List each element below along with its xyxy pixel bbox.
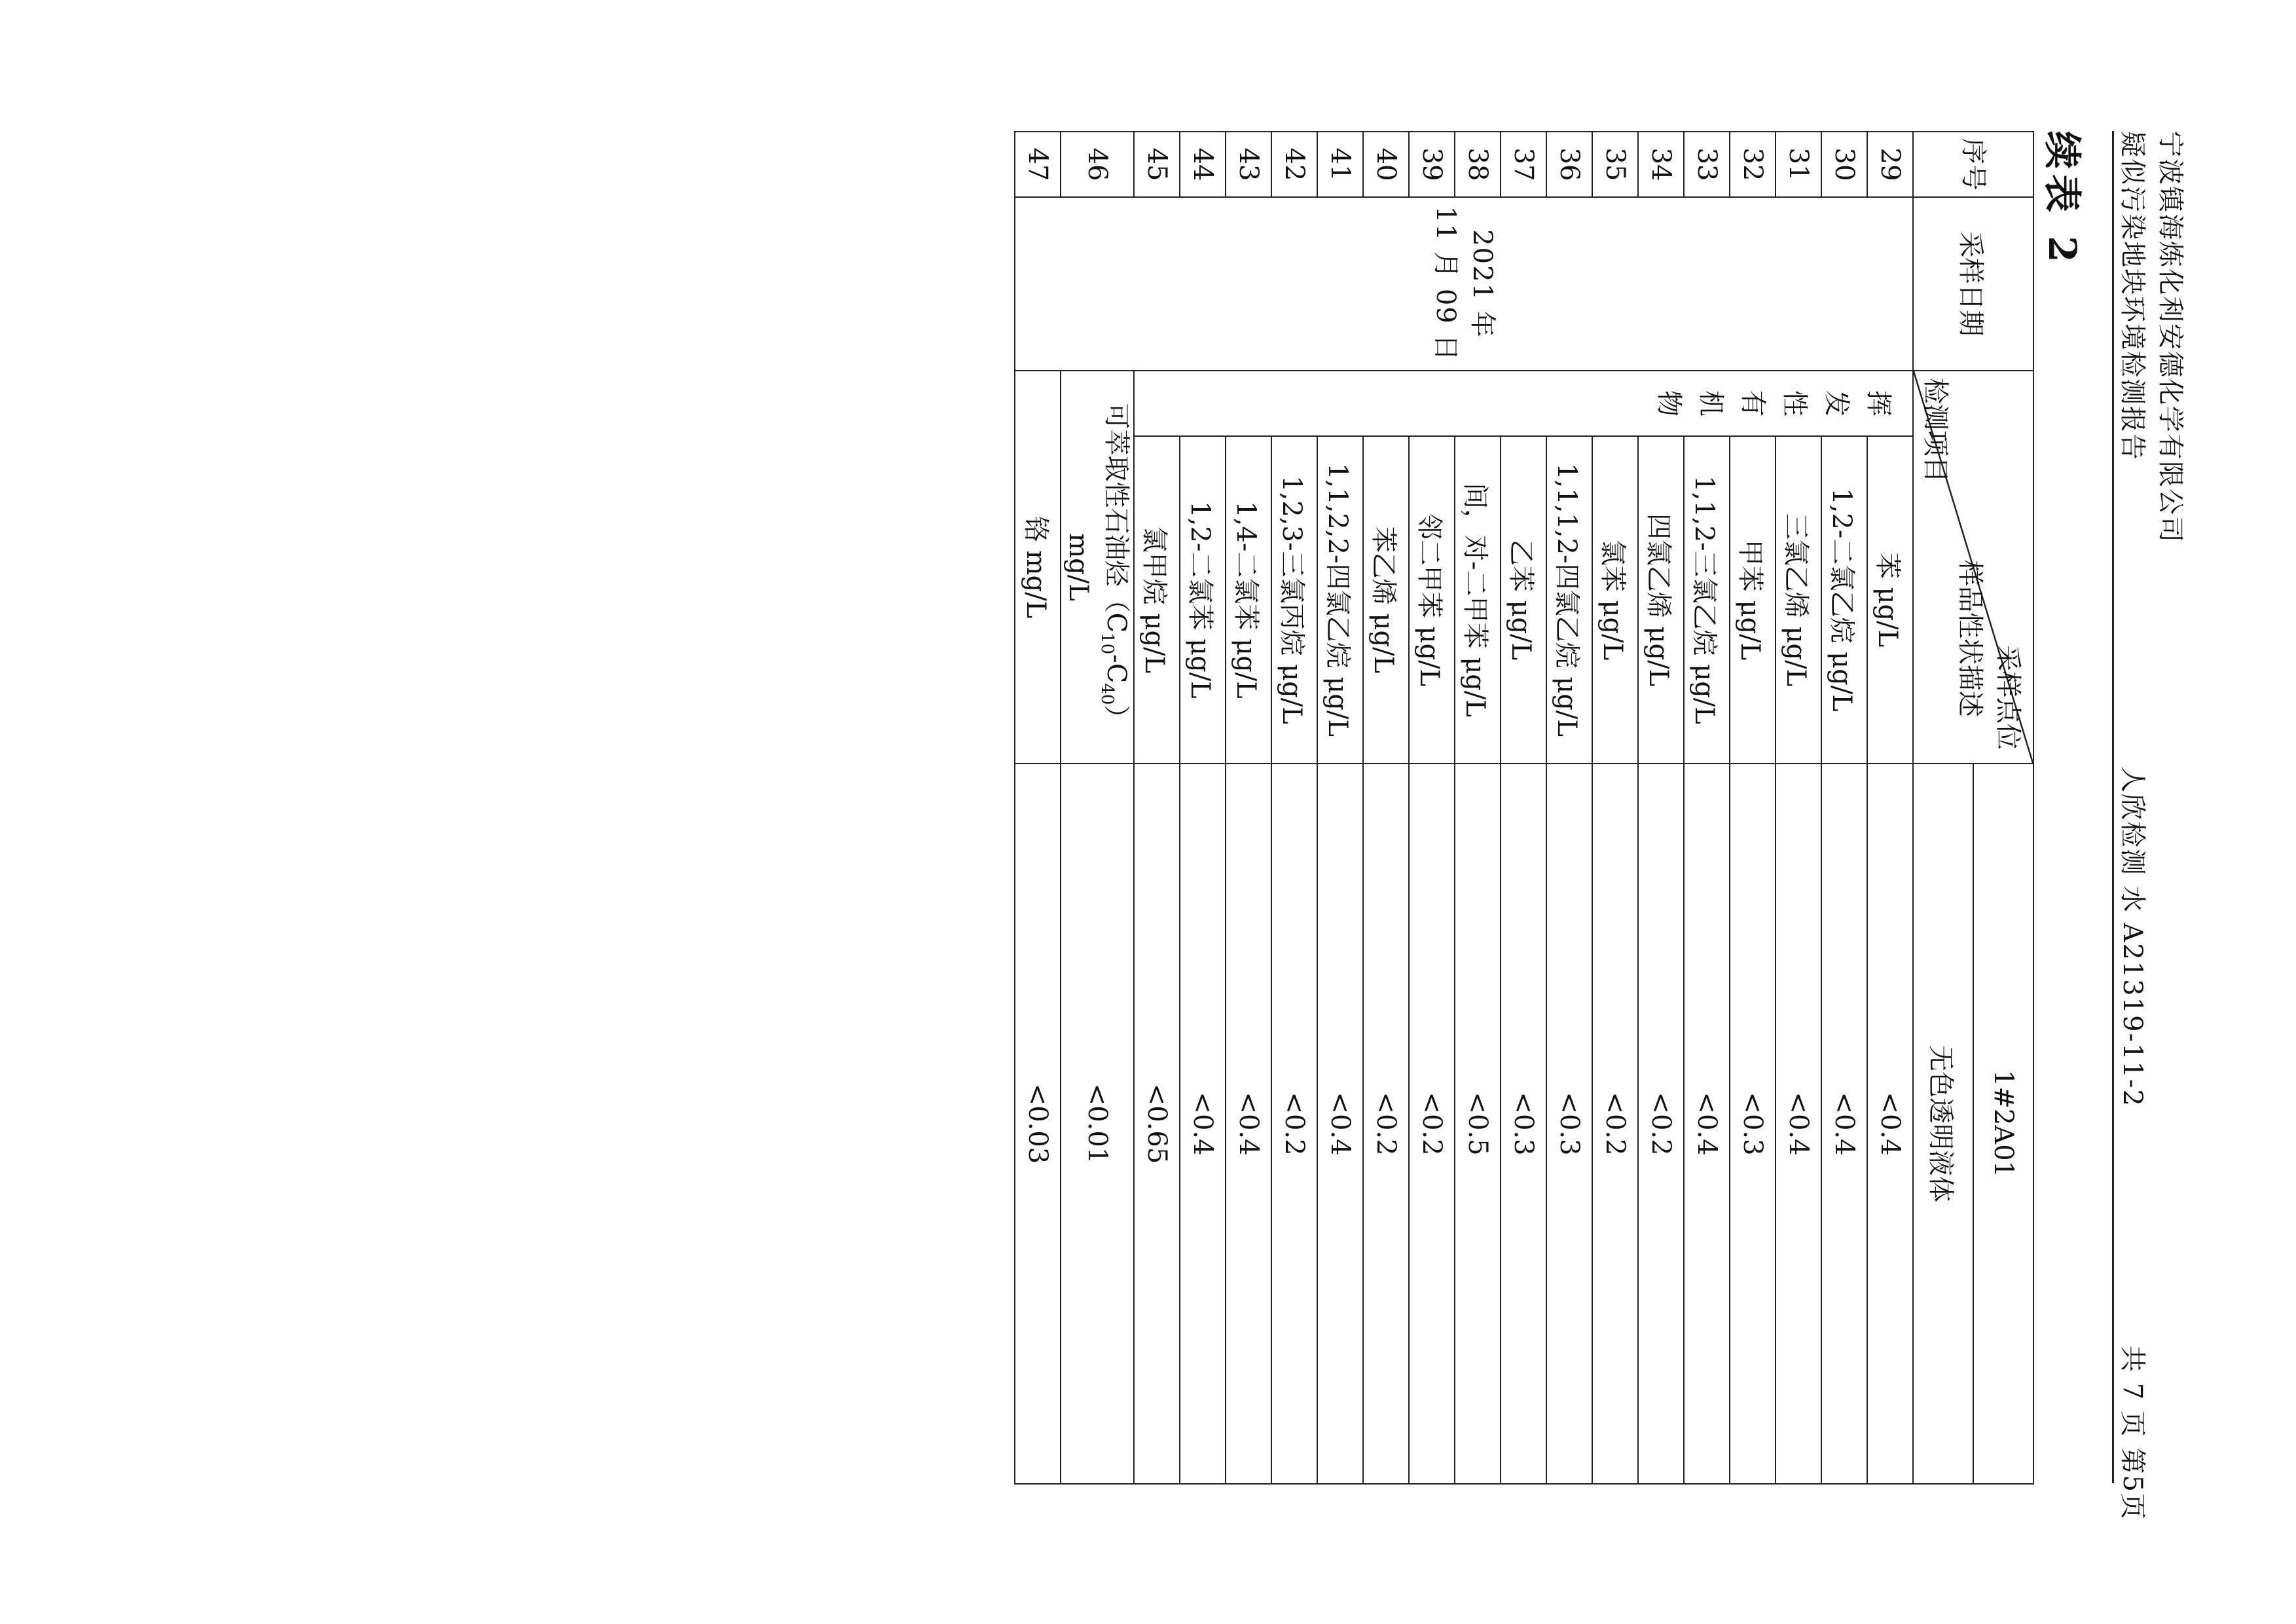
row-seq: 32 [1730,132,1776,197]
results-table [1014,131,2034,1485]
row-seq: 37 [1501,132,1546,197]
row-item: 1,1,2,2-四氯乙烷 μg/L [1317,436,1363,764]
row-value: <0.5 [1455,764,1501,1484]
row-item: 乙苯 μg/L [1501,436,1546,764]
sampling-date [1015,197,1913,371]
row-item: 1,2,3-三氯丙烷 μg/L [1271,436,1317,764]
row-value: <0.65 [1134,764,1180,1484]
point-value: 1#2A01 [1973,764,2033,1484]
row-item: 四氯乙烯 μg/L [1638,436,1684,764]
row-item: 苯 μg/L [1867,436,1913,764]
row-seq: 44 [1180,132,1226,197]
row-seq: 41 [1317,132,1363,197]
col-header-seq: 序号 [1913,132,2033,197]
header-row-1 [1973,132,2033,1484]
row-item: 三氯乙烯 μg/L [1776,436,1821,764]
row-seq: 40 [1363,132,1409,197]
row-item: 氯苯 μg/L [1592,436,1638,764]
row-value: <0.3 [1501,764,1546,1484]
row-item: 1,1,2-三氯乙烷 μg/L [1684,436,1730,764]
col-header-date: 采样日期 [1913,197,2033,371]
row-item-suffix: ） [1101,705,1131,731]
group-label-char: 挥 [1863,390,1893,416]
row-value: <0.2 [1409,764,1455,1484]
row-value: <0.2 [1363,764,1409,1484]
group-label-char: 有 [1738,390,1768,416]
row-value: <0.2 [1592,764,1638,1484]
row-value: <0.4 [1317,764,1363,1484]
row-item-line2: mg/L [1063,533,1094,601]
sampling-date-monthday: 11 月 09 日 [1430,206,1461,362]
header-rule [2112,131,2114,1483]
row-value: <0.3 [1546,764,1592,1484]
report-number: 人欣检测 水 A21319-11-2 [2117,766,2147,1107]
row-seq: 42 [1271,132,1317,197]
row-item: 邻二甲苯 μg/L [1409,436,1455,764]
row-seq: 39 [1409,132,1455,197]
row-item: 1,2-二氯乙烷 μg/L [1821,436,1867,764]
group-label-char: 发 [1821,390,1851,416]
row-value: <0.01 [1061,764,1134,1484]
row-seq: 43 [1226,132,1271,197]
desc-value: 无色透明液体 [1913,764,1973,1484]
row-seq: 36 [1546,132,1592,197]
row-value: <0.4 [1776,764,1821,1484]
row-value: <0.4 [1867,764,1913,1484]
row-item: 甲苯 μg/L [1730,436,1776,764]
voc-group-label [1134,371,1913,436]
row-item-mid: -C [1101,654,1131,684]
row-seq: 38 [1455,132,1501,197]
row-seq: 30 [1821,132,1867,197]
table-row [1867,132,1913,1484]
row-item: 间，对-二甲苯 μg/L [1455,436,1501,764]
page-info: 共 7 页 第5页 [2117,1346,2147,1521]
group-label-char: 性 [1779,390,1810,416]
row-seq: 45 [1134,132,1180,197]
report-title: 疑似污染地块环境检测报告 [2117,131,2147,461]
row-item-prefix: 可萃取性石油烃（C [1101,403,1131,633]
group-label-char: 机 [1696,390,1726,416]
col-header-point: 采样点位 [1993,645,2023,750]
company-name: 宁波镇海炼化利安德化学有限公司 [2155,131,2185,544]
row-seq: 34 [1638,132,1684,197]
col-header-desc: 样品性状描述 [1955,560,1985,717]
col-header-item: 检测项目 [1920,378,1950,483]
row-item-sub2: 40 [1097,683,1117,705]
row-item: 铬 mg/L [1015,371,1061,764]
row-item-sub1: 10 [1097,633,1117,655]
row-item: 1,1,1,2-四氯乙烷 μg/L [1546,436,1592,764]
row-value: <0.2 [1638,764,1684,1484]
row-item: 氯甲烷 μg/L [1134,436,1180,764]
row-seq: 35 [1592,132,1638,197]
row-value: <0.3 [1730,764,1776,1484]
group-label-char: 物 [1654,390,1684,416]
row-seq: 29 [1867,132,1913,197]
row-value: <0.2 [1271,764,1317,1484]
row-seq: 31 [1776,132,1821,197]
row-value: <0.4 [1226,764,1271,1484]
col-header-diagonal [1913,371,2033,764]
row-item: 苯乙烯 μg/L [1363,436,1409,764]
row-item-line1 [1095,375,1133,759]
row-item: 1,4-二氯苯 μg/L [1226,436,1271,764]
row-seq: 47 [1015,132,1061,197]
row-seq: 33 [1684,132,1730,197]
row-seq: 46 [1061,132,1134,197]
row-item [1061,371,1134,764]
row-value: <0.03 [1015,764,1061,1484]
sampling-date-year: 2021 年 [1467,229,1498,339]
row-item: 1,2-二氯苯 μg/L [1180,436,1226,764]
table-title: 续表 2 [2040,131,2085,268]
row-value: <0.4 [1821,764,1867,1484]
row-value: <0.4 [1684,764,1730,1484]
row-value: <0.4 [1180,764,1226,1484]
